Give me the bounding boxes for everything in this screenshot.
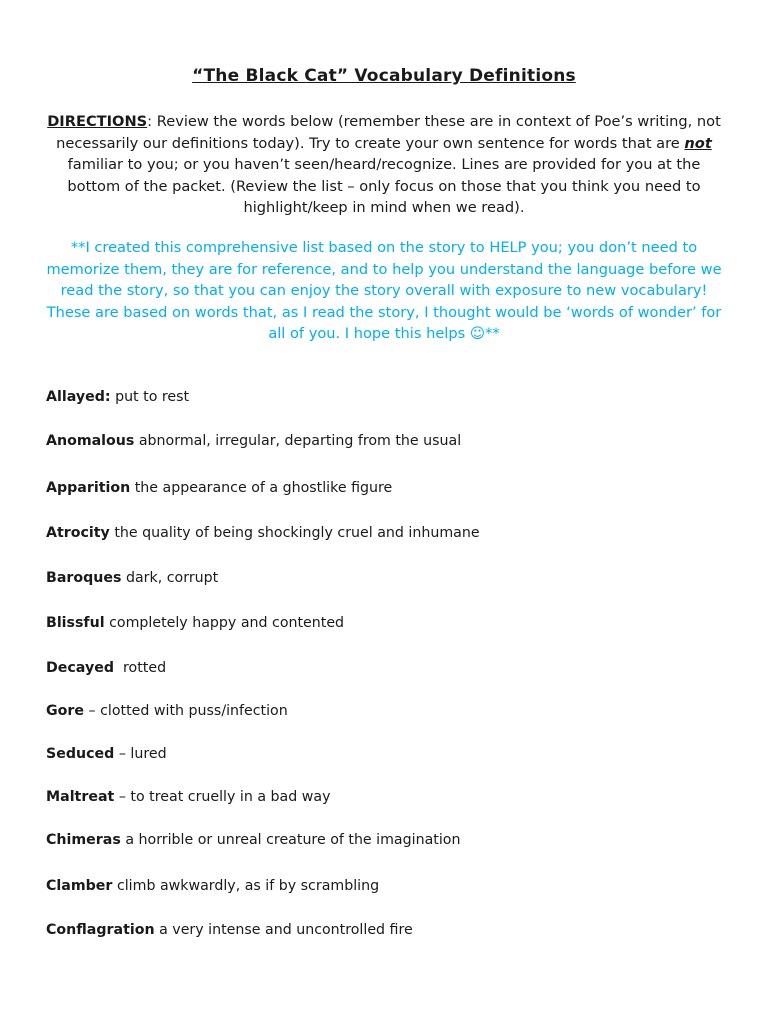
directions-label: DIRECTIONS bbox=[47, 113, 148, 130]
vocab-term: Conflagration bbox=[46, 922, 155, 938]
vocab-definition: – clotted with puss/infection bbox=[88, 703, 288, 719]
vocab-term: Apparition bbox=[46, 480, 131, 496]
vocab-definition: a very intense and uncontrolled fire bbox=[159, 922, 413, 938]
vocab-entry-maltreat bbox=[46, 789, 726, 805]
vocab-term: Blissful bbox=[46, 615, 105, 631]
vocab-term: Clamber bbox=[46, 878, 113, 894]
page-title: “The Black Cat” Vocabulary Definitions bbox=[192, 66, 576, 86]
vocab-entry-gore bbox=[46, 703, 726, 719]
vocab-entry-blissful bbox=[46, 615, 726, 631]
vocab-entry-clamber bbox=[46, 878, 726, 894]
vocab-term: Anomalous bbox=[46, 433, 135, 449]
vocab-definition: completely happy and contented bbox=[109, 615, 345, 631]
vocab-entry-apparition bbox=[46, 480, 726, 496]
vocab-definition: climb awkwardly, as if by scrambling bbox=[116, 878, 380, 894]
vocab-entry-seduced bbox=[46, 746, 726, 762]
vocab-term: Gore bbox=[46, 703, 85, 719]
vocab-definition: abnormal, irregular, departing from the usual bbox=[138, 433, 462, 449]
vocab-entry-conflagration bbox=[46, 922, 726, 938]
vocab-definition: a horrible or unreal creature of the imagination bbox=[125, 832, 461, 848]
vocab-entry-allayed bbox=[46, 389, 726, 405]
vocab-entry-decayed bbox=[46, 660, 726, 676]
vocab-definition: dark, corrupt bbox=[125, 570, 219, 586]
vocab-term: Decayed bbox=[46, 660, 114, 676]
vocab-definition: – to treat cruelly in a bad way bbox=[118, 789, 331, 805]
directions-text-part-2: familiar to you; or you haven’t seen/heard/recognize. Lines are provided for you at the bottom of the packet. (Review the list – only focus on those that you think you need to highlight/keep in mind when we read). bbox=[67, 156, 701, 217]
vocab-entry-chimeras bbox=[46, 832, 726, 848]
vocab-term: Chimeras bbox=[46, 832, 121, 848]
vocab-entry-baroques bbox=[46, 570, 726, 586]
vocab-definition: – lured bbox=[118, 746, 167, 762]
vocab-definition: the appearance of a ghostlike figure bbox=[134, 480, 393, 496]
vocab-term: Seduced bbox=[46, 746, 115, 762]
vocab-term: Allayed: bbox=[46, 389, 111, 405]
vocab-term: Maltreat bbox=[46, 789, 115, 805]
directions-paragraph bbox=[44, 111, 724, 219]
vocab-definition: rotted bbox=[118, 660, 167, 676]
directions-emphasis: not bbox=[684, 134, 712, 152]
vocab-definition: the quality of being shockingly cruel and inhumane bbox=[114, 525, 480, 541]
vocab-definition: put to rest bbox=[115, 389, 190, 405]
vocab-term: Baroques bbox=[46, 570, 122, 586]
directions-text-part-1: : Review the words below (remember these are in context of Poe’s writing, not necessarily our definitions today). Try to create your own sentence for words that are bbox=[56, 113, 721, 152]
vocab-entry-anomalous bbox=[46, 433, 726, 449]
teacher-note: **I created this comprehensive list based on the story to HELP you; you don’t need to memorize them, they are for reference, and to help you understand the language before we read the story, so that you can enjoy the story overall with exposure to new vocabulary! These are based on words that, as I read the story, I thought would be ‘words of wonder’ for all of you. I hope this helps ☺** bbox=[46, 239, 722, 343]
vocab-entry-atrocity bbox=[46, 525, 726, 541]
vocab-term: Atrocity bbox=[46, 525, 110, 541]
